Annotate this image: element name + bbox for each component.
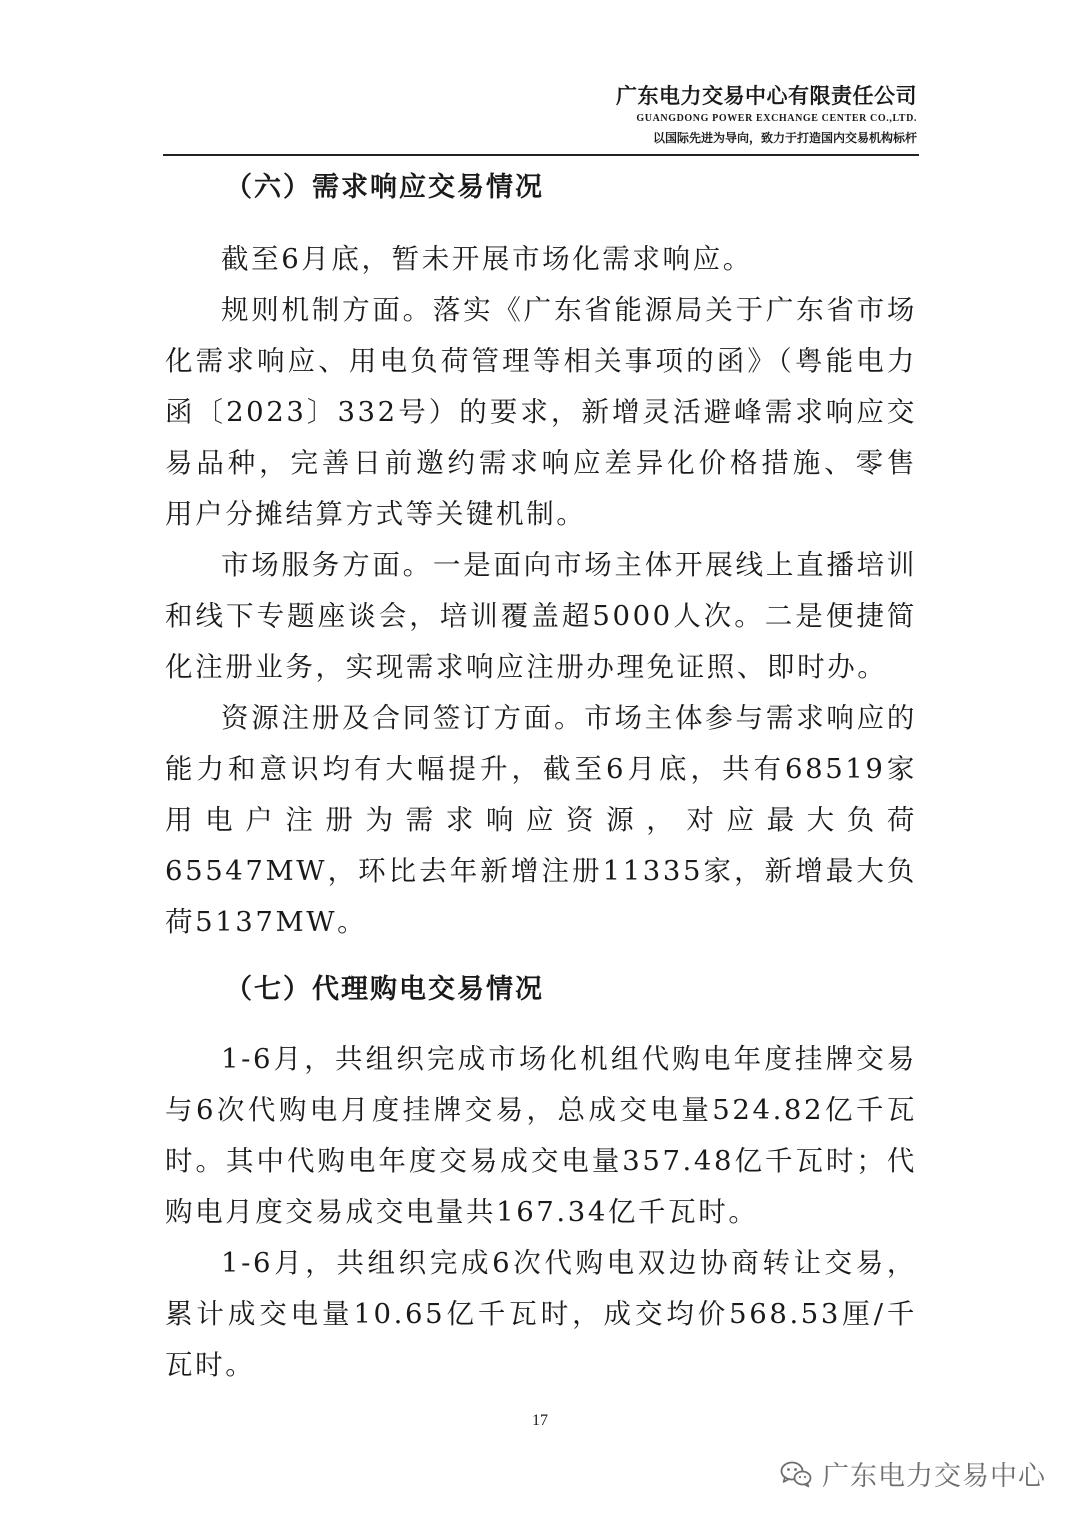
watermark-text: 广东电力交易中心 xyxy=(822,1461,1046,1492)
document-header xyxy=(616,82,917,147)
company-name-en: GUANGDONG POWER EXCHANGE CENTER CO.,LTD. xyxy=(636,113,917,124)
company-slogan: 以国际先进为导向，致力于打造国内交易机构标杆 xyxy=(652,131,917,145)
paragraph: 截至6月底，暂未开展市场化需求响应。 xyxy=(221,243,753,275)
section-heading-agency-purchase: （七）代理购电交易情况 xyxy=(225,974,544,1005)
header-divider xyxy=(163,154,919,156)
document-body xyxy=(165,168,917,1391)
page-number: 17 xyxy=(532,1412,548,1429)
paragraph: 1-6月，共组织完成6次代购电双边协商转让交易，累计成交电量10.65亿千瓦时，成交均价568.53厘/千瓦时。 xyxy=(165,1247,917,1381)
paragraph: 市场服务方面。一是面向市场主体开展线上直播培训和线下专题座谈会，培训覆盖超5000人次。二是便捷简化注册业务，实现需求响应注册办理免证照、即时办。 xyxy=(165,549,917,683)
wechat-watermark xyxy=(780,1454,1046,1493)
paragraph: 1-6月，共组织完成市场化机组代购电年度挂牌交易与6次代购电月度挂牌交易，总成交电量524.82亿千瓦时。其中代购电年度交易成交电量357.48亿千瓦时；代购电月度交易成交电量共167.34亿千瓦时。 xyxy=(165,1043,917,1228)
company-name-cn: 广东电力交易中心有限责任公司 xyxy=(616,84,917,108)
paragraph: 资源注册及合同签订方面。市场主体参与需求响应的能力和意识均有大幅提升，截至6月底，共有68519家用电户注册为需求响应资源，对应最大负荷65547MW，环比去年新增注册11335家，新增最大负荷5137MW。 xyxy=(165,702,917,938)
wechat-icon xyxy=(780,1460,812,1488)
paragraph: 规则机制方面。落实《广东省能源局关于广东省市场化需求响应、用电负荷管理等相关事项的函》（粤能电力函〔2023〕332号）的要求，新增灵活避峰需求响应交易品种，完善日前邀约需求响应差异化价格措施、零售用户分摊结算方式等关键机制。 xyxy=(165,294,917,530)
section-heading-demand-response: （六）需求响应交易情况 xyxy=(225,172,544,203)
